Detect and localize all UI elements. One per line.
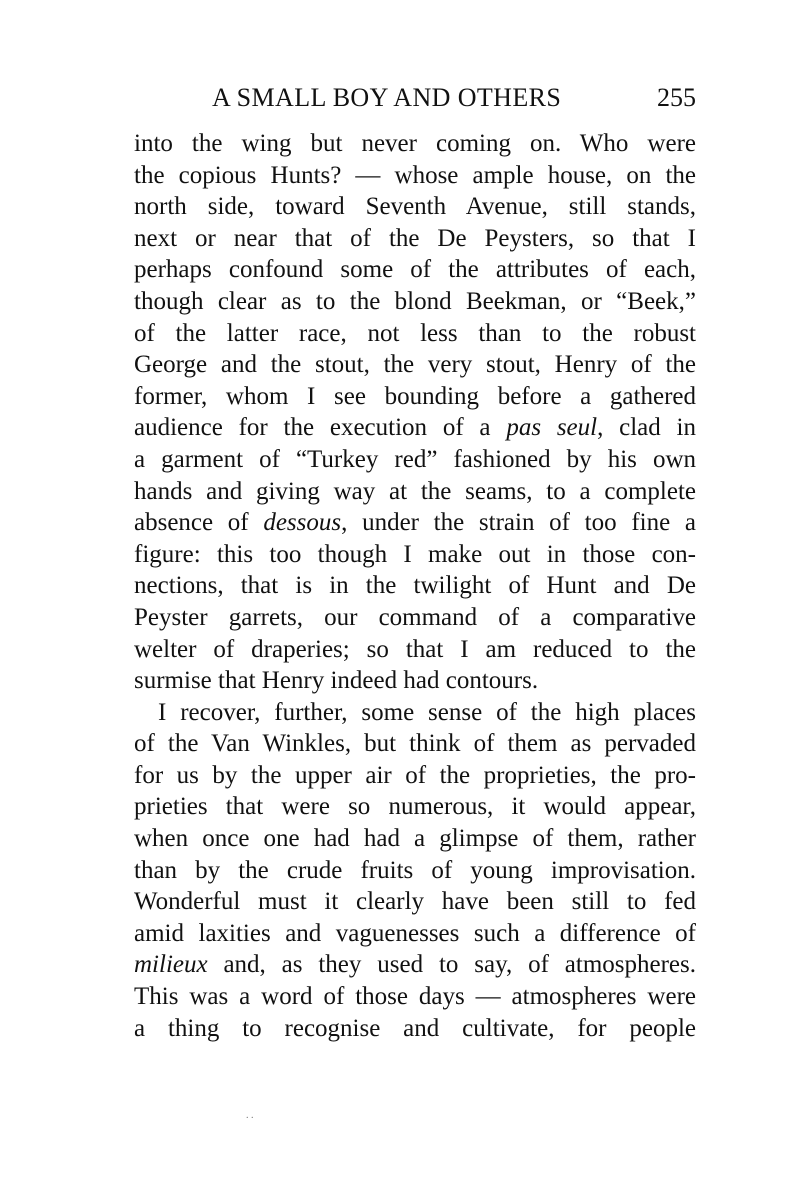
- print-mark: . .: [246, 1110, 254, 1121]
- italic-phrase: dessous: [263, 509, 342, 537]
- page-number: 255: [657, 83, 696, 112]
- text-line: though clear as to the blond Beekman, or “Beek,”: [134, 287, 696, 315]
- text-line: north side, toward Seventh Avenue, still stands,: [134, 193, 696, 221]
- text-line: than by the crude fruits of young improvisation.: [134, 856, 696, 884]
- text-line: George and the stout, the very stout, Henry of the: [134, 351, 696, 379]
- text-line: Peyster garrets, our command of a comparative: [134, 603, 696, 631]
- italic-phrase: milieux: [134, 951, 208, 979]
- text-line: a garment of “Turkey red” fashioned by his own: [134, 445, 696, 473]
- text-line: a thing to recognise and cultivate, for people: [134, 1014, 696, 1042]
- paragraph-last-line: surmise that Henry indeed had contours.: [134, 667, 539, 695]
- text-line: figure: this too though I make out in those con-: [134, 540, 696, 568]
- text-line: former, whom I see bounding before a gathered: [134, 382, 696, 410]
- text-line: audience for the execution of a pas seul, clad in: [134, 414, 696, 442]
- text-line: for us by the upper air of the proprieties, the pro-: [134, 761, 696, 789]
- text-line: Wonderful must it clearly have been still to fed: [134, 888, 696, 916]
- text-line: milieux and, as they used to say, of atmospheres.: [134, 951, 696, 979]
- text-line: welter of draperies; so that I am reduced to the: [134, 635, 696, 663]
- text-line: of the latter race, not less than to the robust: [134, 319, 696, 347]
- running-head: [134, 80, 696, 116]
- text-line: amid laxities and vaguenesses such a difference of: [134, 919, 696, 947]
- italic-phrase: pas seul: [506, 414, 598, 442]
- text-line: This was a word of those days — atmospheres were: [134, 983, 696, 1011]
- text-line: next or near that of the De Peysters, so that I: [134, 224, 696, 252]
- text-line: the copious Hunts? — whose ample house, on the: [134, 161, 696, 189]
- text-line: when once one had had a glimpse of them, rather: [134, 825, 696, 853]
- text-line: absence of dessous, under the strain of too fine a: [134, 509, 696, 537]
- running-title: A SMALL BOY AND OTHERS: [212, 83, 562, 112]
- body-text: [134, 128, 696, 1044]
- text-line: prieties that were so numerous, it would appear,: [134, 793, 696, 821]
- text-line: of the Van Winkles, but think of them as pervaded: [134, 730, 696, 758]
- text-line: perhaps confound some of the attributes of each,: [134, 256, 696, 284]
- text-line: into the wing but never coming on. Who were: [134, 130, 696, 157]
- paragraph-first-line: I recover, further, some sense of the high places: [158, 698, 696, 726]
- text-line: nections, that is in the twilight of Hunt and De: [134, 572, 696, 600]
- text-line: hands and giving way at the seams, to a complete: [134, 477, 696, 505]
